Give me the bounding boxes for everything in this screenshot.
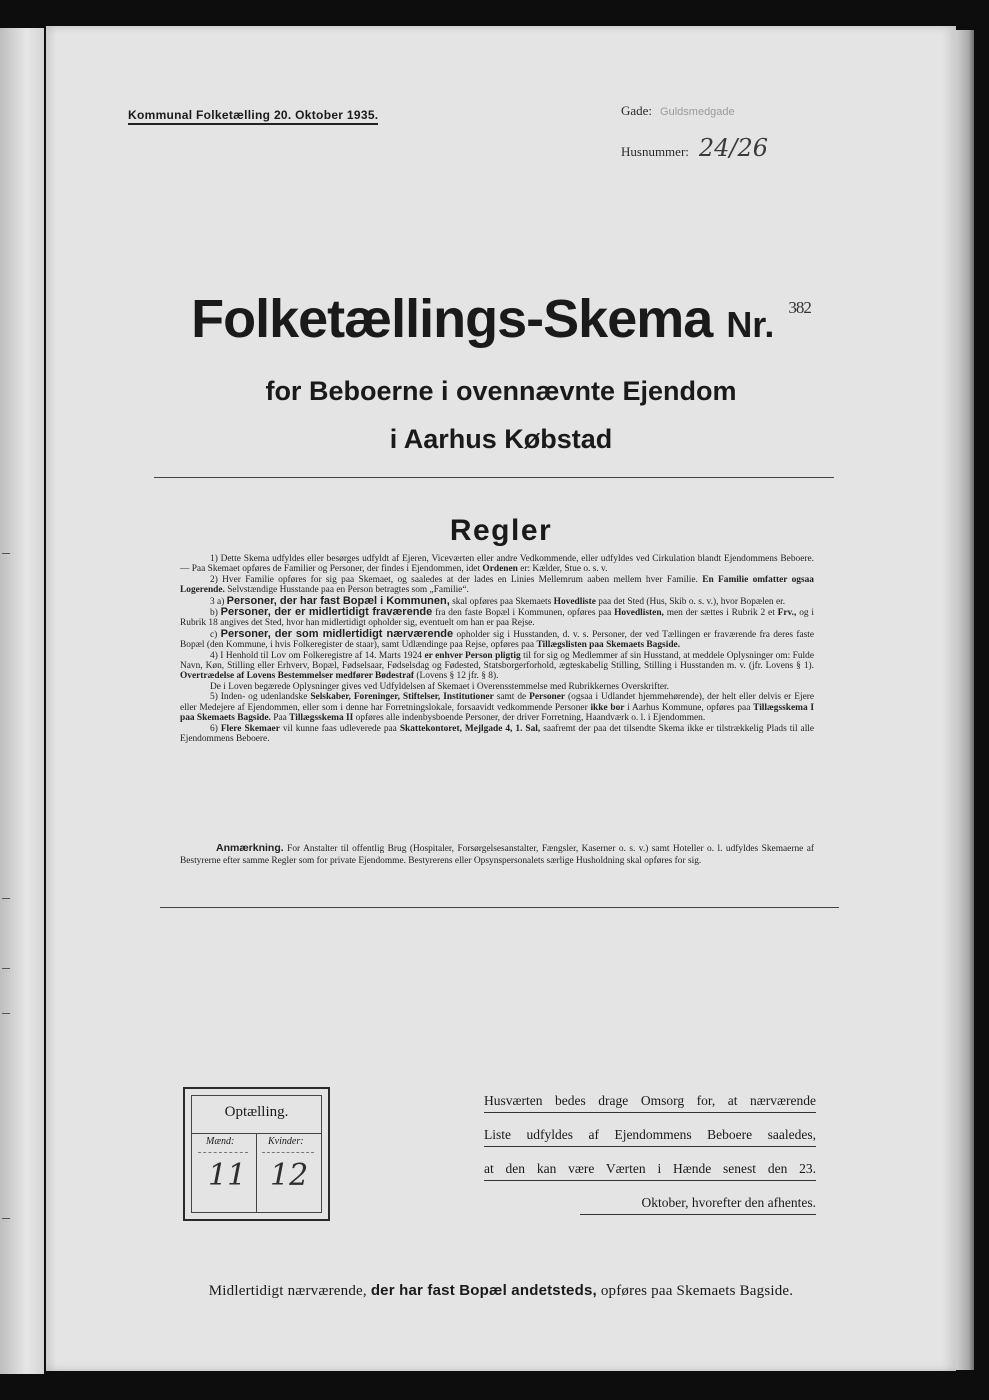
annotation-label: Anmærkning. — [216, 842, 284, 854]
notice-line: Oktober, hvorefter den afhentes. — [580, 1192, 816, 1215]
maend-count: 11 — [208, 1158, 247, 1193]
notice-line: Liste udfyldes af Ejendommens Beboere saaledes, — [484, 1124, 816, 1147]
count-box — [183, 1087, 330, 1221]
husnummer-value: 24/26 — [698, 134, 769, 162]
census-form-page — [46, 26, 956, 1371]
rules-heading: Regler — [449, 514, 553, 547]
husnummer-field — [621, 134, 768, 162]
margin-mark — [2, 553, 10, 554]
maend-label: Mænd: — [206, 1136, 235, 1147]
rule-5: 5) Inden- og udenlandske Selskaber, Foreninger, Stiftelser, Institutioner samt de Personer (ogsaa i Udlandet hjemmehørende), der helt eller delvis er Ejere eller Medejere af Ejendommen, eller som i denne har Forretningslokale, forsaavidt vedkommende Personer ikke bor i Aarhus Kommune, opføres paa Tillægsskema I paa Skemaets Bagside. Paa Tillægsskema II opføres alle indenbysboende Personer, der driver Forretning, Haandværk o. l. i Ejendommen. — [180, 692, 815, 724]
margin-mark — [2, 1218, 10, 1219]
kvinder-count: 12 — [270, 1158, 309, 1193]
rule-1: 1) Dette Skema udfyldes eller besørges udfyldt af Ejeren, Viceværten eller andre Vedkommende, eller udfyldes ved Cirkulation blandt Ejendommens Beboere. — Paa Skemaet opføres de Familier og Personer, der findes i Ejendommen, idet Ordenen er: Kælder, Stue o. s. v. — [180, 554, 814, 575]
margin-mark — [2, 968, 10, 969]
husnummer-label: Husnummer: — [621, 144, 689, 159]
rule-3c: c) Personer, der som midlertidigt nærværende opholder sig i Husstanden, d. v. s. Personer, der ved Tællingen er fraværende fra deres faste Bopæl (den Kommune, i hvis Folkeregister de staar), samt Udlændinge paa Rejse, opføres paa Tillægslisten paa Skemaets Bagside. — [180, 627, 815, 651]
census-title: Kommunal Folketælling 20. Oktober 1935. — [128, 108, 378, 125]
nr-value: 382 — [788, 298, 811, 317]
landlord-notice — [484, 1090, 816, 1226]
margin-mark — [2, 898, 10, 899]
notice-line: Husværten bedes drage Omsorg for, at nærværende — [484, 1090, 816, 1113]
kvinder-label: Kvinder: — [268, 1136, 304, 1147]
notice-line: at den kan være Værten i Hænde senest den 23. — [484, 1158, 816, 1181]
right-page-edge — [956, 30, 974, 1370]
divider — [160, 907, 839, 908]
form-title — [46, 288, 956, 350]
gade-field — [621, 102, 735, 120]
margin-mark — [2, 1013, 10, 1014]
subtitle-1: for Beboerne i ovennævnte Ejendom — [265, 376, 737, 406]
annotation-text: For Anstalter til offentlig Brug (Hospitaler, Forsørgelsesanstalter, Fængsler, Kaserner o. s. v.) samt Hoteller o. l. udfyldes Skemaerne af Bestyrerne efter samme Regler som for private Ejendomme. Bestyrerens eller Opsynspersonalets særlige Husholdning skal opføres for sig. — [180, 844, 815, 866]
gade-label: Gade: — [621, 103, 653, 118]
rule-3b: b) Personer, der er midlertidigt fraværende fra den faste Bopæl i Kommunen, opføres paa Hovedlisten, men der sættes i Rubrik 2 et Frv., og i Rubrik 18 angives det Sted, hvor han midlertidigt opholder sig, eventuelt om han er paa Rejse. — [180, 606, 815, 629]
nr-label: Nr. — [726, 304, 775, 345]
rule-4: 4) I Henhold til Lov om Folkeregistre af 14. Marts 1924 er enhver Person pligtig til for sig og Medlemmer af sin Husstand, at meddele Oplysninger om: Fulde Navn, Køn, Stilling eller Erhverv, Bopæl, Fødselsaar, Fødselsdag og Fødested, Statsborgerforhold, ægteskabelig Stilling, Stilling i Husstanden m. v. (jfr. Lovens § 1). Overtrædelse af Lovens Bestemmelser medfører Bødestraf (Lovens § 12 jfr. § 8). — [180, 650, 815, 682]
divider — [154, 477, 834, 478]
rule-3a: 3 a) Personer, der har fast Bopæl i Kommunen, skal opføres paa Skemaets Hovedliste paa det Sted (Hus, Skib o. s. v.), hvor Bopælen er. — [210, 594, 786, 607]
rules-text — [180, 554, 814, 744]
footer-note: Midlertidigt nærværende, der har fast Bopæl andetsteds, opføres paa Skemaets Bagside. — [208, 1282, 794, 1299]
count-box-title: Optælling. — [224, 1104, 289, 1120]
annotation-note — [180, 842, 814, 867]
left-page-edge — [0, 28, 44, 1374]
subtitle-2: i Aarhus Købstad — [389, 424, 613, 454]
rule-6: 6) Flere Skemaer vil kunne faas udleverede paa Skattekontoret, Mejlgade 4, 1. Sal, saafremt der paa det tilsendte Skema ikke er tilstrækkelig Plads til alle Ejendommens Beboere. — [180, 723, 815, 744]
form-title-text: Folketællings-Skema — [191, 289, 713, 349]
rule-4b: De i Loven begærede Oplysninger gives ved Udfyldelsen af Skemaet i Overensstemmelse med Rubrikkernes Overskrifter. — [210, 681, 669, 692]
rule-2: 2) Hver Familie opføres for sig paa Skemaet, og saaledes at der lades en Linies Mellemrum aaben mellem hver Familie. En Familie omfatter ogsaa Logerende. Selvstændige Husstande paa en Person betragtes som „Familie“. — [180, 574, 814, 596]
gade-value: Guldsmedgade — [660, 106, 735, 118]
